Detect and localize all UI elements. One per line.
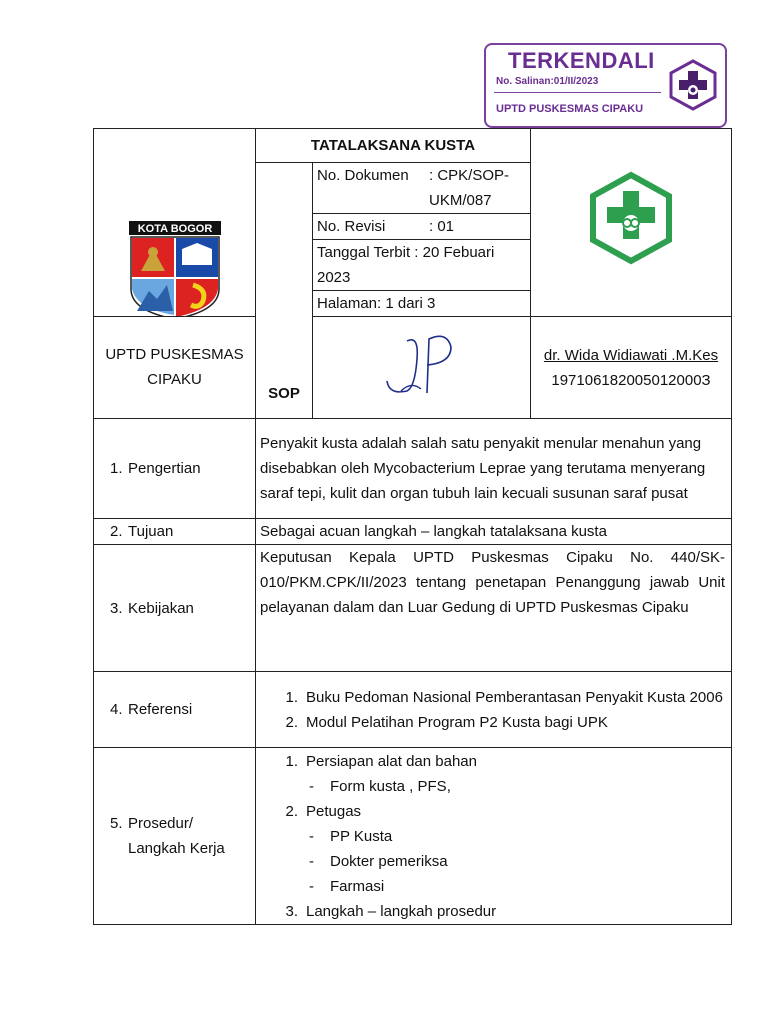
referensi-label-cell: [94, 672, 256, 748]
referensi-list: [260, 685, 725, 735]
revision-number: [313, 214, 531, 240]
stamp-unit: UPTD PUSKESMAS CIPAKU: [496, 103, 644, 115]
list-item: 1. Buku Pedoman Nasional Pemberantasan Penyakit Kusta 2006: [285, 688, 723, 706]
signer-name: dr. Wida Widiawati .M.Kes: [543, 346, 719, 364]
document-title: TATALAKSANA KUSTA: [256, 129, 531, 163]
stamp-divider: [494, 92, 661, 93]
signer-id: 197106182005012000З: [551, 371, 711, 389]
revision-value: : 01: [429, 218, 455, 235]
tujuan-text: Sebagai acuan langkah – langkah tatalaksana kusta: [256, 519, 732, 545]
kebijakan-number: 3.: [110, 599, 123, 617]
prosedur-number: 5.: [110, 815, 123, 832]
kebijakan-label: Kebijakan: [128, 599, 194, 617]
referensi-label: Referensi: [128, 701, 193, 718]
puskesmas-stamp-logo-icon: [667, 59, 719, 111]
prosedur-list-cell: [256, 748, 732, 925]
prosedur-label-line1: Prosedur/: [128, 815, 194, 832]
list-subitem: - Dokter pemeriksa: [309, 852, 448, 870]
tujuan-number: 2.: [110, 523, 123, 540]
tujuan-label: Tujuan: [128, 523, 174, 540]
list-subitem: - PP Kusta: [309, 827, 393, 845]
document-number: [313, 163, 531, 214]
page-count: Halaman: 1 dari 3: [313, 291, 531, 317]
sop-label: SOP: [256, 163, 313, 419]
signature-cell: [313, 317, 531, 419]
pengertian-label-cell: [94, 419, 256, 519]
list-item: 2. Petugas: [285, 802, 362, 820]
list-subitem: - Farmasi: [309, 877, 385, 895]
list-item: 2. Modul Pelatihan Program P2 Kusta bagi UPK: [285, 713, 608, 731]
signature-image: [377, 329, 467, 399]
tujuan-label-cell: [94, 519, 256, 545]
document-number-label: No. Dokumen: [317, 167, 409, 184]
document-number-value: : CPK/SOP-UKM/087: [429, 167, 510, 209]
puskesmas-logo-icon: [587, 171, 675, 267]
signer-cell: [531, 317, 732, 419]
prosedur-list: [260, 749, 725, 924]
list-subitem: - Form kusta , PFS,: [309, 777, 451, 795]
organization-name: [94, 316, 255, 417]
stamp-title: TERKENDALI: [508, 48, 655, 73]
svg-text:KOTA BOGOR: KOTA BOGOR: [137, 222, 212, 235]
revision-label: No. Revisi: [317, 218, 386, 235]
referensi-number: 4.: [110, 701, 123, 718]
stamp-copy-number: No. Salinan:01/II/2023: [496, 76, 599, 87]
pengertian-number: 1.: [110, 460, 123, 477]
prosedur-label-cell: [94, 748, 256, 925]
organization-name-line2: CIPAKU: [147, 371, 202, 388]
referensi-list-cell: [256, 672, 732, 748]
puskesmas-logo-cell: [531, 129, 732, 317]
organization-name-line1: UPTD PUSKESMAS: [105, 346, 244, 363]
kota-bogor-emblem-icon: [127, 219, 223, 321]
kebijakan-text: Keputusan Kepala UPTD Puskesmas Cipaku No. 440/SK-010/PKM.CPK/II/2023 tentang penetapan Penanggung jawab Unit pelayanan dalam dan Luar Gedung di UPTD Puskesmas Cipaku: [256, 545, 732, 672]
issue-date: Tanggal Terbit : 20 Febuari 2023: [313, 240, 531, 291]
list-item: 3. Langkah – langkah prosedur: [285, 902, 497, 920]
pengertian-text: Penyakit kusta adalah salah satu penyakit menular menahun yang disebabkan oleh Mycobacterium Leprae yang terutama menyerang saraf tepi, kulit dan organ tubuh lain kecuali susunan saraf pusat: [256, 419, 732, 519]
sop-table: [93, 128, 732, 925]
prosedur-label-line2: Langkah Kerja: [128, 840, 225, 857]
pengertian-label: Pengertian: [128, 460, 201, 477]
kebijakan-label-cell: [94, 545, 256, 672]
list-item: 1. Persiapan alat dan bahan: [285, 752, 477, 770]
controlled-stamp: [484, 43, 727, 128]
